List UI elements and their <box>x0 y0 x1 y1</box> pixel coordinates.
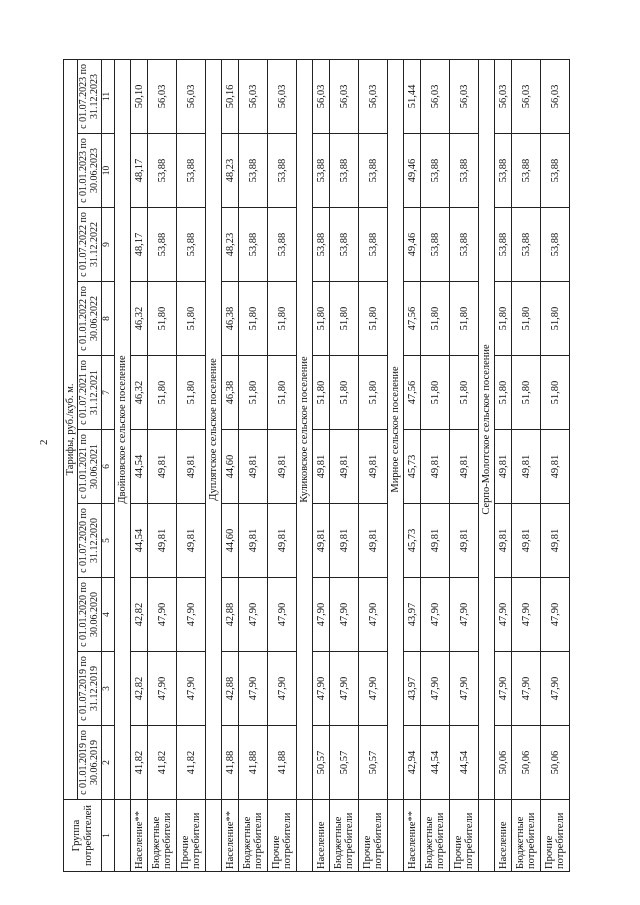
section-row <box>388 59 404 871</box>
tariff-value: 53,88 <box>450 134 479 208</box>
tariff-value: 51,80 <box>450 356 479 430</box>
tariff-value: 51,80 <box>268 356 297 430</box>
consumer-group: Население** <box>222 800 239 872</box>
table-row <box>268 59 297 871</box>
tariff-value: 44,60 <box>222 504 239 578</box>
group-header: Группа потребителей <box>64 800 102 872</box>
tariff-value: 51,44 <box>404 59 421 133</box>
consumer-group: Население <box>313 800 330 872</box>
tariff-value: 53,88 <box>148 134 177 208</box>
tariff-value: 51,80 <box>421 282 450 356</box>
tariff-value: 47,90 <box>239 652 268 726</box>
tariff-value: 41,82 <box>148 726 177 800</box>
tariff-value: 53,88 <box>177 208 206 282</box>
period-header: с 01.01.2019 по 30.06.2019 <box>78 726 102 800</box>
tariff-value: 53,88 <box>330 134 359 208</box>
section-title: Серпо-Молотское сельское поселение <box>479 59 495 799</box>
tariff-value: 51,80 <box>177 356 206 430</box>
tariff-value: 46,38 <box>222 282 239 356</box>
tariff-value: 51,80 <box>541 356 570 430</box>
table-row <box>239 59 268 871</box>
tariff-value: 45,73 <box>404 504 421 578</box>
tariff-table <box>63 59 570 872</box>
tariff-value: 47,90 <box>512 652 541 726</box>
tariff-value: 47,90 <box>541 578 570 652</box>
tariff-value: 49,81 <box>495 430 512 504</box>
table-row <box>359 59 388 871</box>
column-number: 8 <box>102 282 115 356</box>
tariff-value: 42,88 <box>222 578 239 652</box>
tariff-value: 53,88 <box>512 208 541 282</box>
tariff-value: 47,90 <box>177 578 206 652</box>
tariff-value: 51,80 <box>495 282 512 356</box>
tariff-value: 49,81 <box>495 504 512 578</box>
tariff-value: 47,90 <box>495 578 512 652</box>
section-row <box>115 59 131 871</box>
tariff-value: 53,88 <box>313 134 330 208</box>
column-number: 2 <box>102 726 115 800</box>
tariff-value: 51,80 <box>177 282 206 356</box>
table-row <box>495 59 512 871</box>
tariff-value: 49,46 <box>404 134 421 208</box>
tariff-value: 49,81 <box>512 504 541 578</box>
column-number: 6 <box>102 430 115 504</box>
tariff-value: 53,88 <box>512 134 541 208</box>
table-row <box>222 59 239 871</box>
consumer-group: Прочие потребители <box>541 800 570 872</box>
column-number: 11 <box>102 59 115 133</box>
column-numbers-row <box>102 59 115 871</box>
column-number: 7 <box>102 356 115 430</box>
tariff-value: 48,23 <box>222 134 239 208</box>
tariff-value: 47,90 <box>313 652 330 726</box>
table-row <box>404 59 421 871</box>
column-number: 10 <box>102 134 115 208</box>
section-blank-cell <box>206 800 222 872</box>
tariff-value: 50,10 <box>131 59 148 133</box>
tariff-value: 43,97 <box>404 578 421 652</box>
tariff-value: 49,81 <box>268 504 297 578</box>
tariff-value: 56,03 <box>450 59 479 133</box>
tariff-value: 51,80 <box>541 282 570 356</box>
tariff-value: 50,06 <box>541 726 570 800</box>
tariff-value: 50,57 <box>330 726 359 800</box>
section-blank-cell <box>479 800 495 872</box>
tariff-value: 50,06 <box>512 726 541 800</box>
tariff-value: 56,03 <box>148 59 177 133</box>
tariff-value: 49,81 <box>450 430 479 504</box>
tariff-value: 53,88 <box>313 208 330 282</box>
tariff-value: 43,97 <box>404 652 421 726</box>
tariff-value: 47,90 <box>148 652 177 726</box>
tariff-value: 53,88 <box>495 134 512 208</box>
tariff-value: 56,03 <box>541 59 570 133</box>
tariff-value: 49,81 <box>313 430 330 504</box>
tariff-value: 53,88 <box>239 134 268 208</box>
consumer-group: Население** <box>131 800 148 872</box>
tariff-caption: Тарифы, руб./куб. м. <box>64 59 78 799</box>
tariff-value: 47,90 <box>330 578 359 652</box>
tariff-value: 44,54 <box>131 504 148 578</box>
tariff-value: 47,90 <box>450 578 479 652</box>
column-number: 5 <box>102 504 115 578</box>
tariff-value: 51,80 <box>512 356 541 430</box>
period-header: с 01.07.2019 по 31.12.2019 <box>78 652 102 726</box>
section-row <box>206 59 222 871</box>
tariff-value: 53,88 <box>421 134 450 208</box>
tariff-value: 49,81 <box>359 504 388 578</box>
tariff-value: 47,90 <box>421 578 450 652</box>
tariff-value: 42,94 <box>404 726 421 800</box>
tariff-value: 51,80 <box>421 356 450 430</box>
tariff-value: 49,81 <box>330 504 359 578</box>
column-number: 4 <box>102 578 115 652</box>
tariff-value: 50,57 <box>313 726 330 800</box>
section-title: Дуплятское сельское поселение <box>206 59 222 799</box>
table-row <box>148 59 177 871</box>
table-row <box>450 59 479 871</box>
tariff-value: 42,82 <box>131 652 148 726</box>
consumer-group: Бюджетные потребители <box>512 800 541 872</box>
section-title: Мирное сельское поселение <box>388 59 404 799</box>
tariff-value: 41,88 <box>268 726 297 800</box>
tariff-value: 47,90 <box>450 652 479 726</box>
tariff-value: 49,81 <box>330 430 359 504</box>
tariff-value: 51,80 <box>450 282 479 356</box>
rotated-tariff-table-container <box>63 60 568 872</box>
tariff-value: 49,81 <box>313 504 330 578</box>
tariff-value: 41,82 <box>131 726 148 800</box>
tariff-value: 50,57 <box>359 726 388 800</box>
tariff-value: 56,03 <box>313 59 330 133</box>
tariff-value: 41,88 <box>222 726 239 800</box>
section-row <box>479 59 495 871</box>
page-number: 2 <box>38 439 50 445</box>
tariff-value: 56,03 <box>495 59 512 133</box>
tariff-value: 53,88 <box>268 134 297 208</box>
tariff-value: 56,03 <box>268 59 297 133</box>
tariff-value: 53,88 <box>541 134 570 208</box>
consumer-group: Бюджетные потребители <box>330 800 359 872</box>
section-blank-cell <box>388 800 404 872</box>
tariff-value: 47,90 <box>421 652 450 726</box>
tariff-value: 56,03 <box>359 59 388 133</box>
tariff-value: 49,81 <box>541 504 570 578</box>
tariff-value: 47,90 <box>177 652 206 726</box>
tariff-value: 53,88 <box>359 208 388 282</box>
tariff-value: 49,81 <box>512 430 541 504</box>
tariff-value: 53,88 <box>239 208 268 282</box>
tariff-value: 53,88 <box>330 208 359 282</box>
table-row <box>131 59 148 871</box>
table-body <box>115 59 570 871</box>
tariff-value: 51,80 <box>148 282 177 356</box>
table-row <box>313 59 330 871</box>
tariff-value: 53,88 <box>148 208 177 282</box>
tariff-value: 51,80 <box>330 282 359 356</box>
tariff-value: 53,88 <box>421 208 450 282</box>
tariff-value: 47,90 <box>359 578 388 652</box>
tariff-value: 49,81 <box>239 504 268 578</box>
tariff-value: 41,88 <box>239 726 268 800</box>
tariff-value: 51,80 <box>239 282 268 356</box>
tariff-value: 51,80 <box>512 282 541 356</box>
tariff-value: 49,81 <box>421 430 450 504</box>
tariff-value: 53,88 <box>177 134 206 208</box>
tariff-value: 51,80 <box>330 356 359 430</box>
tariff-value: 53,88 <box>268 208 297 282</box>
tariff-value: 51,80 <box>239 356 268 430</box>
tariff-value: 53,88 <box>541 208 570 282</box>
tariff-value: 46,32 <box>131 356 148 430</box>
period-header: с 01.07.2023 по 31.12.2023 <box>78 59 102 133</box>
tariff-value: 51,80 <box>359 356 388 430</box>
tariff-value: 47,90 <box>330 652 359 726</box>
section-title: Куликовское сельское поселение <box>297 59 313 799</box>
period-header: с 01.01.2020 по 30.06.2020 <box>78 578 102 652</box>
consumer-group: Прочие потребители <box>177 800 206 872</box>
tariff-value: 53,88 <box>359 134 388 208</box>
tariff-value: 47,90 <box>541 652 570 726</box>
consumer-group: Население** <box>404 800 421 872</box>
tariff-value: 56,03 <box>239 59 268 133</box>
table-header <box>64 59 115 871</box>
period-header: с 01.07.2022 по 31.12.2022 <box>78 208 102 282</box>
tariff-value: 44,54 <box>421 726 450 800</box>
tariff-value: 49,81 <box>268 430 297 504</box>
tariff-value: 47,56 <box>404 282 421 356</box>
consumer-group: Бюджетные потребители <box>239 800 268 872</box>
tariff-value: 44,60 <box>222 430 239 504</box>
period-header: с 01.01.2021 по 30.06.2021 <box>78 430 102 504</box>
tariff-value: 56,03 <box>177 59 206 133</box>
consumer-group: Население <box>495 800 512 872</box>
tariff-value: 49,81 <box>359 430 388 504</box>
tariff-value: 51,80 <box>313 356 330 430</box>
tariff-value: 41,82 <box>177 726 206 800</box>
tariff-value: 42,82 <box>131 578 148 652</box>
tariff-value: 49,81 <box>148 504 177 578</box>
tariff-value: 46,32 <box>131 282 148 356</box>
tariff-value: 47,90 <box>148 578 177 652</box>
tariff-value: 47,90 <box>313 578 330 652</box>
tariff-value: 50,06 <box>495 726 512 800</box>
tariff-value: 49,81 <box>239 430 268 504</box>
table-row <box>177 59 206 871</box>
tariff-value: 46,38 <box>222 356 239 430</box>
tariff-value: 51,80 <box>359 282 388 356</box>
tariff-value: 56,03 <box>512 59 541 133</box>
tariff-value: 49,81 <box>450 504 479 578</box>
tariff-value: 51,80 <box>313 282 330 356</box>
tariff-value: 53,88 <box>450 208 479 282</box>
tariff-value: 48,23 <box>222 208 239 282</box>
section-row <box>297 59 313 871</box>
tariff-value: 47,90 <box>239 578 268 652</box>
consumer-group: Бюджетные потребители <box>421 800 450 872</box>
table-row <box>541 59 570 871</box>
tariff-value: 53,88 <box>495 208 512 282</box>
tariff-value: 47,56 <box>404 356 421 430</box>
section-blank-cell <box>297 800 313 872</box>
tariff-value: 50,16 <box>222 59 239 133</box>
tariff-value: 47,90 <box>268 578 297 652</box>
tariff-value: 56,03 <box>330 59 359 133</box>
tariff-value: 56,03 <box>421 59 450 133</box>
consumer-group: Прочие потребители <box>450 800 479 872</box>
table-row <box>512 59 541 871</box>
tariff-value: 44,54 <box>450 726 479 800</box>
tariff-value: 49,81 <box>177 430 206 504</box>
tariff-value: 51,80 <box>148 356 177 430</box>
tariff-value: 49,46 <box>404 208 421 282</box>
consumer-group: Прочие потребители <box>268 800 297 872</box>
tariff-value: 51,80 <box>495 356 512 430</box>
period-header: с 01.01.2022 по 30.06.2022 <box>78 282 102 356</box>
tariff-value: 49,81 <box>421 504 450 578</box>
tariff-value: 47,90 <box>495 652 512 726</box>
tariff-value: 45,73 <box>404 430 421 504</box>
section-blank-cell <box>115 800 131 872</box>
period-header: с 01.07.2021 по 31.12.2021 <box>78 356 102 430</box>
consumer-group: Прочие потребители <box>359 800 388 872</box>
column-number: 1 <box>102 800 115 872</box>
tariff-value: 44,54 <box>131 430 148 504</box>
tariff-value: 42,88 <box>222 652 239 726</box>
period-header: с 01.07.2020 по 31.12.2020 <box>78 504 102 578</box>
section-title: Двойновское сельское поселение <box>115 59 131 799</box>
tariff-value: 47,90 <box>268 652 297 726</box>
tariff-value: 51,80 <box>268 282 297 356</box>
tariff-value: 49,81 <box>148 430 177 504</box>
table-row <box>421 59 450 871</box>
periods-row <box>78 59 102 871</box>
tariff-value: 49,81 <box>177 504 206 578</box>
column-number: 9 <box>102 208 115 282</box>
tariff-value: 49,81 <box>541 430 570 504</box>
consumer-group: Бюджетные потребители <box>148 800 177 872</box>
column-number: 3 <box>102 652 115 726</box>
tariff-value: 48,17 <box>131 208 148 282</box>
tariff-value: 48,17 <box>131 134 148 208</box>
tariff-value: 47,90 <box>359 652 388 726</box>
table-row <box>330 59 359 871</box>
tariff-value: 47,90 <box>512 578 541 652</box>
period-header: с 01.01.2023 по 30.06.2023 <box>78 134 102 208</box>
